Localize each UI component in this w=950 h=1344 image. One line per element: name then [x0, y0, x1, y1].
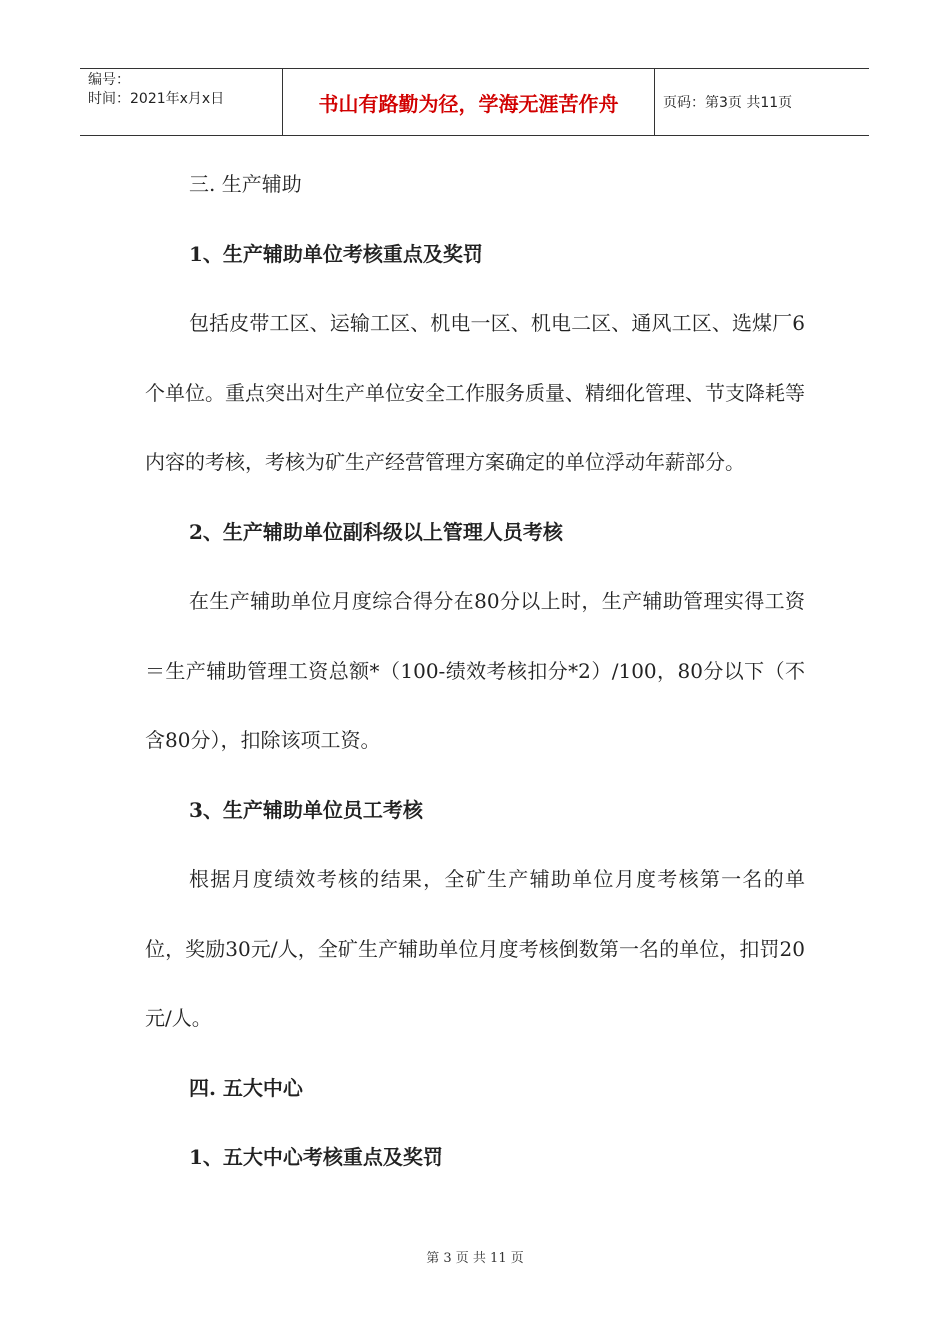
subsection-heading: 2、生产辅助单位副科级以上管理人员考核 — [189, 519, 563, 544]
paragraph: 在生产辅助单位月度综合得分在80分以上时，生产辅助管理实得工资＝生产辅助管理工资总额*（100-绩效考核扣分*2）/100，80分以下（不含80分），扣除该项工资。 — [145, 589, 805, 752]
section-heading: 三. 生产辅助 — [189, 172, 302, 196]
header-motto: 书山有路勤为径，学海无涯苦作舟 — [283, 69, 655, 135]
subsection-heading: 1、五大中心考核重点及奖罚 — [189, 1145, 443, 1169]
subsection-heading: 3、生产辅助单位员工考核 — [189, 797, 423, 822]
number-label: 编号： — [88, 72, 130, 88]
page-header — [80, 68, 869, 136]
subsection-heading: 1、生产辅助单位考核重点及奖罚 — [189, 241, 483, 266]
page-footer: 第 3 页 共 11 页 — [426, 1251, 524, 1266]
paragraph: 包括皮带工区、运输工区、机电一区、机电二区、通风工区、选煤厂6个单位。重点突出对生产单位安全工作服务质量、精细化管理、节支降耗等内容的考核，考核为矿生产经营管理方案确定的单位浮动年薪部分。 — [145, 311, 805, 474]
header-meta — [80, 69, 283, 135]
paragraph: 根据月度绩效考核的结果，全矿生产辅助单位月度考核第一名的单位，奖励30元/人，全矿生产辅助单位月度考核倒数第一名的单位，扣罚20元/人。 — [145, 867, 805, 1030]
document-body — [145, 150, 805, 1193]
date-label: 时间：2021年x月x日 — [88, 91, 225, 107]
section-heading: 四. 五大中心 — [189, 1075, 303, 1100]
header-page-info: 页码：第3页 共11页 — [663, 95, 793, 111]
